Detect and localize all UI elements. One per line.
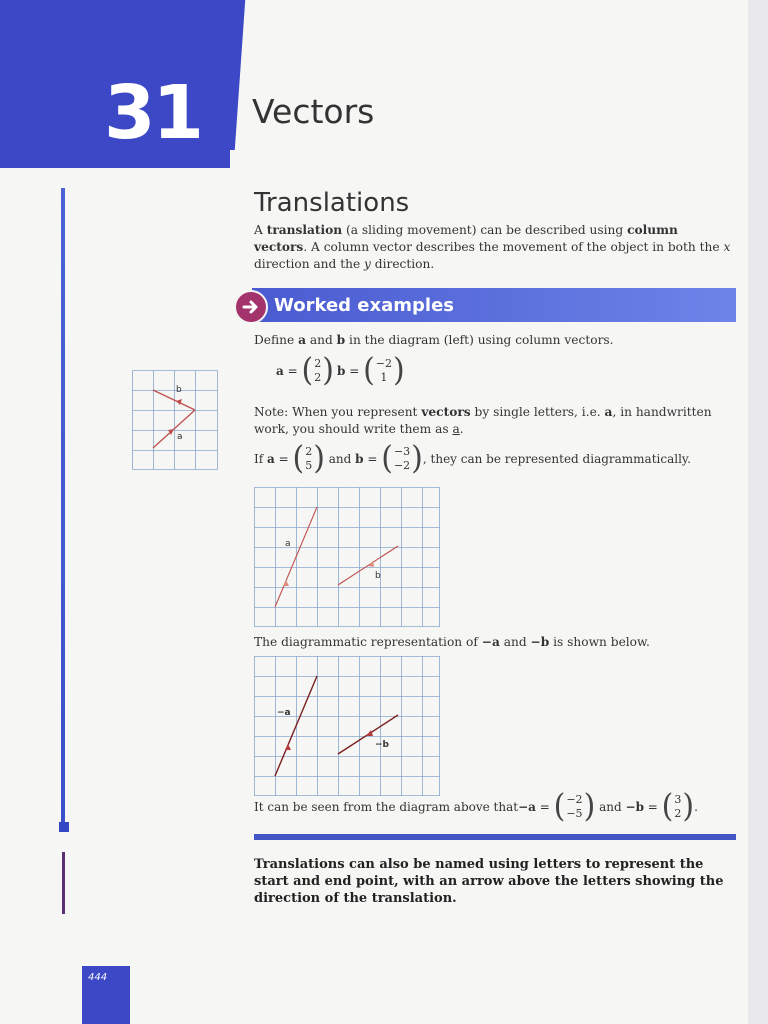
vector-bottom: 5 <box>305 459 313 472</box>
neg-a: −a <box>481 635 500 649</box>
chapter-title: Vectors <box>252 92 375 131</box>
neg-text: The diagrammatic representation of <box>254 635 482 649</box>
intro-paragraph <box>254 222 734 273</box>
define-instruction <box>254 332 614 349</box>
neg-text: is shown below. <box>549 635 650 649</box>
small-label-b: b <box>176 385 182 395</box>
intro-y: y <box>364 257 371 271</box>
note-text: , in handwritten work, you should write them as <box>254 405 712 436</box>
mid-label-b: b <box>375 571 381 581</box>
vector-bottom: 2 <box>314 371 322 384</box>
margin-rule-purple <box>62 852 65 914</box>
vector-top: −3 <box>393 445 411 458</box>
note-text: by single letters, i.e. <box>470 405 605 419</box>
small-vector-diagram <box>132 370 218 470</box>
note-underlined-a: a <box>452 422 460 436</box>
intro-text: (a sliding movement) can be described using <box>342 223 628 237</box>
negative-intro <box>254 634 650 651</box>
vector-bottom: −2 <box>393 459 411 472</box>
if-post: , they can be represented diagrammatically. <box>422 452 691 466</box>
column-vector-b: b = ( −2 1 ) <box>337 352 405 389</box>
define-text: Define <box>254 333 299 347</box>
arrow-right-icon <box>234 290 268 324</box>
note-vectors: vectors <box>421 405 471 419</box>
vector-top: −2 <box>566 793 583 806</box>
intro-text: A <box>254 223 267 237</box>
if-statement: If a = ( 2 5 ) and b = ( −3 −2 ) , they can be represented diagrammatically. <box>254 440 691 477</box>
worked-examples-title: Worked examples <box>274 295 454 316</box>
negative-vector-diagram <box>254 656 440 796</box>
margin-rule-blue <box>61 188 65 826</box>
term-column-vectors: column vectors <box>254 223 678 254</box>
vector-label: −b <box>625 800 644 814</box>
vector-bottom: −5 <box>566 807 583 820</box>
vector-a-b-diagram <box>254 487 440 627</box>
neg-text: and <box>499 635 531 649</box>
vector-label: a <box>276 364 284 378</box>
seen-end: . <box>694 800 698 814</box>
neg-b: −b <box>530 635 550 649</box>
seen-text: It can be seen from the diagram above that <box>254 800 519 814</box>
vector-label: b <box>337 364 346 378</box>
chapter-number: 31 <box>104 70 201 156</box>
vector-label: b <box>355 452 364 466</box>
closing-paragraph: Translations can also be named using letters to represent the start and end point, with an arrow above the letters showing the direction of the translation. <box>254 857 724 906</box>
define-a: a <box>298 333 306 347</box>
section-title: Translations <box>254 188 410 218</box>
define-text: in the diagram (left) using column vectors. <box>345 333 614 347</box>
section-divider <box>254 834 736 840</box>
vector-label: a <box>267 452 275 466</box>
vector-bottom: 2 <box>674 807 682 820</box>
vector-bottom: 1 <box>380 371 388 384</box>
vector-label: −a <box>518 800 536 814</box>
if-and: and <box>328 452 352 466</box>
mid-label-a: a <box>285 539 291 549</box>
intro-text: . A column vector describes the movement of the object in both the <box>303 240 724 254</box>
note-a: a <box>604 405 613 419</box>
intro-text: direction and the <box>254 257 365 271</box>
vector-top: 2 <box>305 445 313 458</box>
note-text: . <box>459 422 464 436</box>
note-paragraph <box>254 404 734 438</box>
if-text: If <box>254 452 264 466</box>
seen-statement: It can be seen from the diagram above that −a = ( −2 −5 ) and −b = ( 3 2 ) . <box>254 788 698 825</box>
margin-rule-end <box>59 822 69 832</box>
define-text: and <box>305 333 337 347</box>
vector-top: −2 <box>375 357 393 370</box>
seen-and: and <box>599 800 622 814</box>
page-number: 444 <box>88 972 108 983</box>
vector-top: 2 <box>314 357 322 370</box>
neg-label-a: −a <box>277 708 291 718</box>
vector-top: 3 <box>674 793 682 806</box>
note-text: Note: When you represent <box>254 405 422 419</box>
define-b: b <box>336 333 346 347</box>
intro-x: x <box>723 240 731 254</box>
term-translation: translation <box>266 223 343 237</box>
intro-text: direction. <box>370 257 435 271</box>
column-vector-a: a = ( 2 2 ) <box>276 352 334 389</box>
small-label-a: a <box>177 432 183 442</box>
neg-label-b: −b <box>375 740 389 750</box>
